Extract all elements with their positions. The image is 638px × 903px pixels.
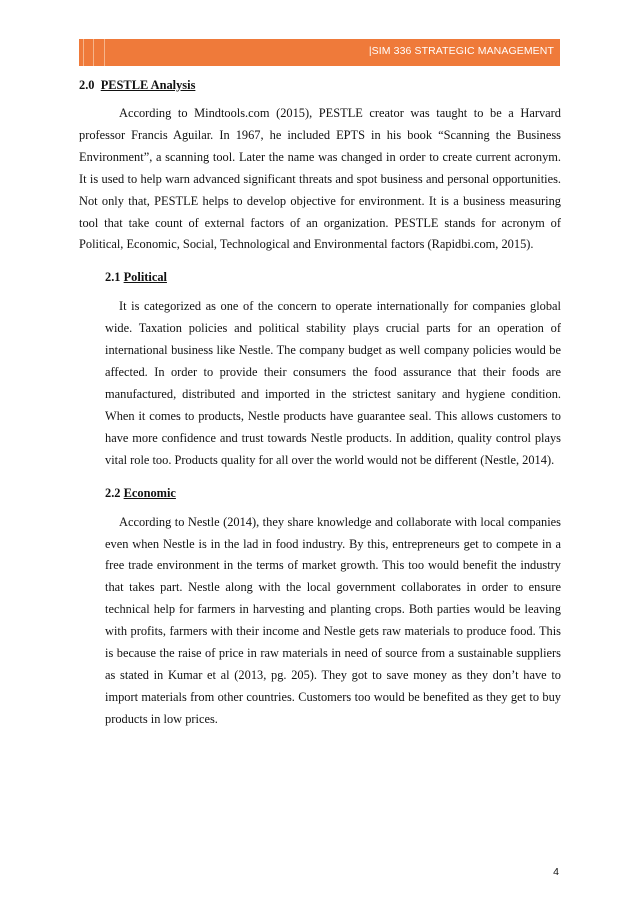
- section-number: 2.0: [79, 78, 95, 92]
- subsection-title: Economic: [123, 485, 176, 500]
- header-title: |SIM 336 STRATEGIC MANAGEMENT: [368, 45, 554, 57]
- subsection-number: 2.2: [105, 485, 121, 500]
- subsection-economic: [105, 486, 561, 731]
- subsection-heading: [105, 270, 561, 285]
- document-body: [79, 78, 561, 731]
- section-title: PESTLE Analysis: [100, 78, 196, 92]
- header-stripe: [104, 39, 105, 66]
- subsection-paragraph: According to Nestle (2014), they share knowledge and collaborate with local companies even when Nestle is in the lad in food industry. By this, entrepreneurs get to compete in a free trade environment in the terms of market growth. This too would benefit the industry that takes part. Nestle along with the local government collaborates in order to ensure technical help for farmers in harvesting and planting crops. Both parties would be leaving with profits, farmers with their income and Nestle gets raw materials to produce food. This is because the raise of price in raw materials in need of source from a sustainable suppliers as stated in Kumar et al (2013, pg. 205). They got to save money as they don’t have to import materials from other countries. Customers too would be benefited as they get to buy products in low prices.: [105, 514, 561, 726]
- section-heading: [79, 78, 561, 93]
- header-stripe: [93, 39, 94, 66]
- subsection-number: 2.1: [105, 270, 121, 285]
- subsection-heading: [105, 486, 561, 501]
- subsection-title: Political: [123, 270, 167, 285]
- page-number: 4: [553, 866, 559, 878]
- header-bar: [79, 39, 560, 66]
- section-paragraph: According to Mindtools.com (2015), PESTLE creator was taught to be a Harvard professor Francis Aguilar. In 1967, he included EPTS in his book “Scanning the Business Environment”, a scanning tool. Later the name was changed in order to create current acronym. It is used to help warn advanced significant threats and spot business and personal opportunities. Not only that, PESTLE helps to develop objective for environment. It is a business measuring tool that take count of external factors of an organization. PESTLE stands for acronym of Political, Economic, Social, Technological and Environmental factors (Rapidbi.com, 2015).: [79, 106, 561, 252]
- header-stripe: [83, 39, 84, 66]
- subsection-political: [105, 270, 561, 471]
- subsection-paragraph: It is categorized as one of the concern to operate internationally for companies global wide. Taxation policies and political stability plays crucial parts for an operation of international business like Nestle. The company budget as well company policies would be affected. In order to provide their consumers the food assurance that their foods are manufactured, distributed and imported in the strictest sanitary and hygiene condition. When it comes to products, Nestle products have guarantee seal. This allows customers to have more confidence and trust towards Nestle products. In addition, quality control plays vital role too. Products quality for all over the world would not be different (Nestle, 2014).: [105, 299, 561, 467]
